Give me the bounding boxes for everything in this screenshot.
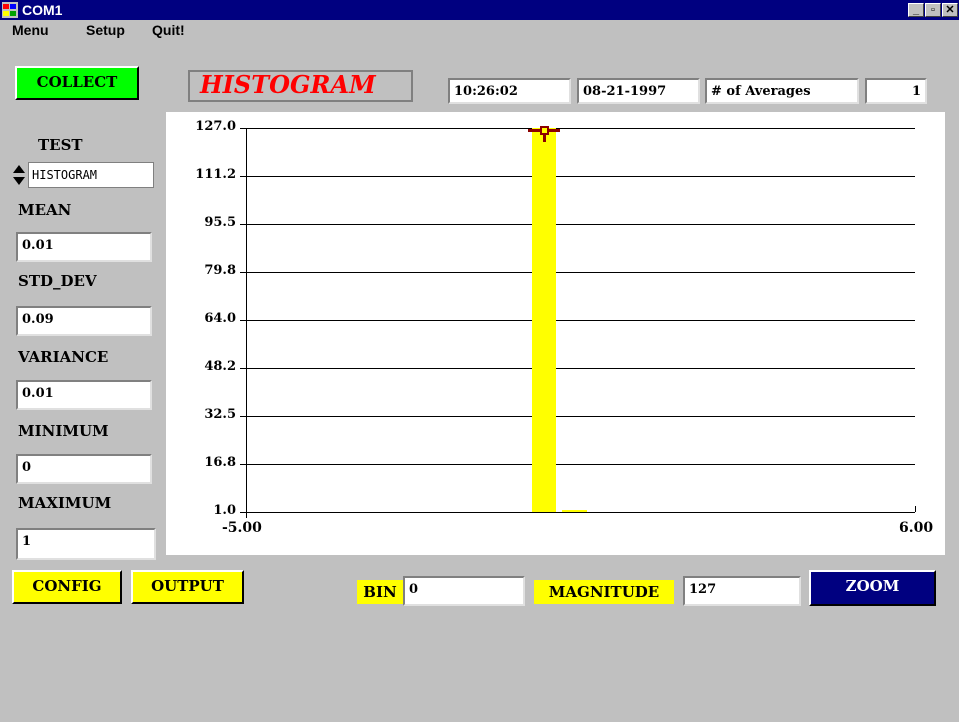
test-spinner[interactable]	[10, 163, 28, 187]
maximum-value: 1	[16, 528, 156, 560]
output-button[interactable]: OUTPUT	[131, 570, 244, 604]
histogram-bar	[532, 128, 556, 512]
cursor-marker-icon	[540, 126, 549, 135]
averages-label: # of Averages	[705, 78, 859, 104]
menu-item-setup[interactable]: Setup	[86, 22, 125, 38]
x-tick-label: -5.00	[222, 520, 262, 536]
chart-gridline	[246, 176, 915, 177]
x-tick-mark	[246, 512, 247, 518]
y-tick-label: 1.0	[213, 503, 236, 518]
y-tick-label: 95.5	[204, 215, 236, 230]
test-label: TEST	[38, 136, 83, 154]
minimum-value: 0	[16, 454, 152, 484]
menu-item-menu[interactable]: Menu	[12, 22, 49, 38]
mean-label: MEAN	[18, 201, 72, 219]
chart-gridline	[246, 416, 915, 417]
maximize-button[interactable]: ▫	[925, 3, 941, 17]
minimum-label: MINIMUM	[18, 422, 109, 440]
close-button[interactable]: ✕	[942, 3, 958, 17]
mean-value: 0.01	[16, 232, 152, 262]
config-button[interactable]: CONFIG	[12, 570, 122, 604]
variance-label: VARIANCE	[18, 348, 109, 366]
bin-label: BIN	[357, 580, 403, 604]
maximum-label: MAXIMUM	[18, 494, 112, 512]
title-bar	[0, 0, 959, 20]
y-axis-line	[246, 128, 247, 512]
y-tick-label: 48.2	[204, 359, 236, 374]
test-select[interactable]: HISTOGRAM	[28, 162, 154, 188]
date-display: 08-21-1997	[577, 78, 700, 104]
collect-button[interactable]: COLLECT	[15, 66, 139, 100]
menu-bar	[0, 20, 959, 40]
time-display: 10:26:02	[448, 78, 571, 104]
y-tick-label: 32.5	[204, 407, 236, 422]
y-tick-label: 16.8	[204, 455, 236, 470]
variance-value: 0.01	[16, 380, 152, 410]
averages-input[interactable]: 1	[865, 78, 927, 104]
y-tick-label: 64.0	[204, 311, 236, 326]
std-dev-label: STD_DEV	[18, 272, 97, 290]
zoom-button[interactable]: ZOOM	[809, 570, 936, 606]
magnitude-input[interactable]: 127	[683, 576, 801, 606]
chart-gridline	[246, 368, 915, 369]
mode-title: HISTOGRAM	[188, 70, 413, 102]
chart-plot-area	[166, 112, 945, 555]
chart-gridline	[246, 128, 915, 129]
window-title: COM1	[22, 2, 63, 18]
y-tick-label: 111.2	[195, 167, 236, 182]
chart-gridline	[246, 464, 915, 465]
histogram-chart	[166, 112, 945, 555]
chart-gridline	[246, 320, 915, 321]
y-tick-label: 127.0	[195, 119, 236, 134]
x-axis-line	[246, 512, 915, 513]
bin-input[interactable]: 0	[403, 576, 525, 606]
y-tick-label: 79.8	[204, 263, 236, 278]
chart-gridline	[246, 224, 915, 225]
histogram-bar	[562, 510, 586, 512]
menu-item-quit[interactable]: Quit!	[152, 22, 185, 38]
magnitude-label: MAGNITUDE	[534, 580, 674, 604]
std-dev-value: 0.09	[16, 306, 152, 336]
spinner-arrows-icon	[10, 163, 28, 187]
x-tick-mark	[915, 506, 916, 512]
chart-gridline	[246, 272, 915, 273]
app-icon	[2, 2, 18, 18]
minimize-button[interactable]: _	[908, 3, 924, 17]
x-tick-label: 6.00	[899, 520, 934, 536]
